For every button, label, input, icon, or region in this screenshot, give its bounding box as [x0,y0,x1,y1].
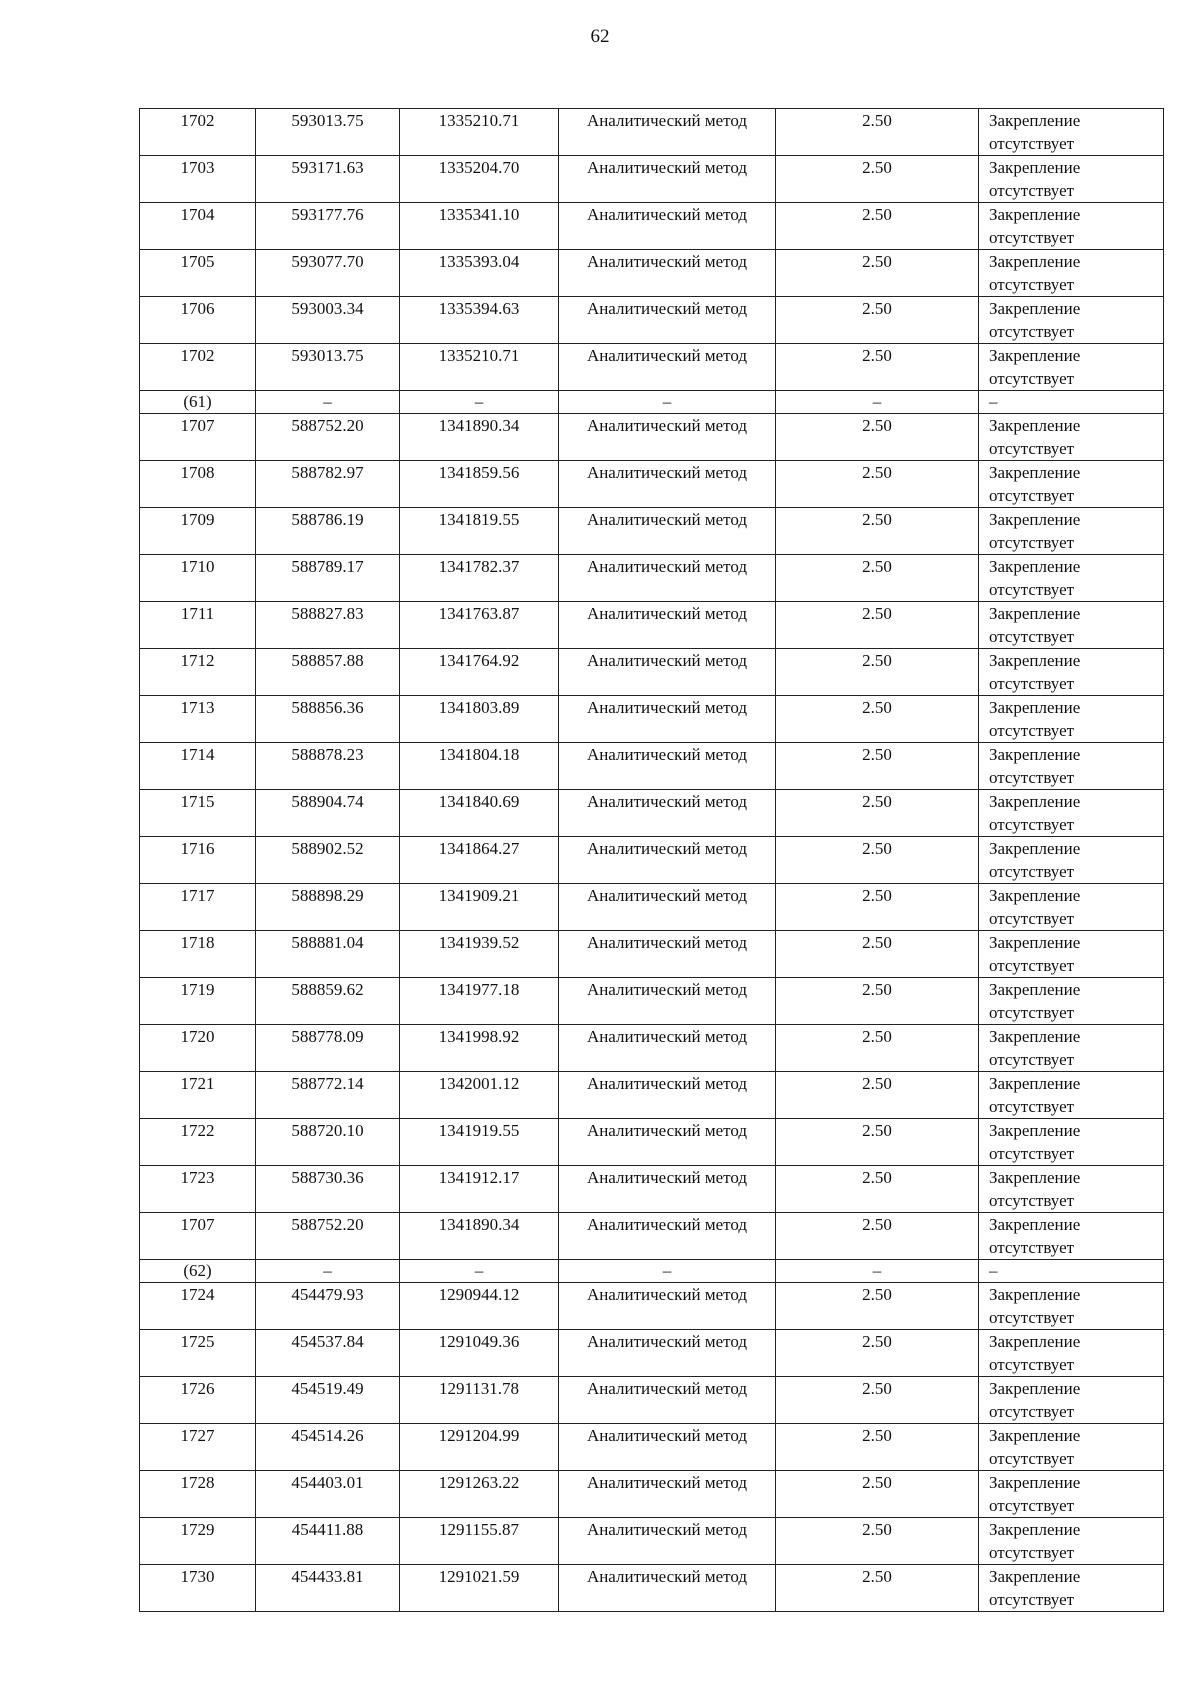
x-coordinate-cell: 588778.09 [256,1025,400,1072]
x-coordinate-cell: 588856.36 [256,696,400,743]
point-number-cell: 1711 [140,602,256,649]
point-number-cell: 1728 [140,1471,256,1518]
method-cell: Аналитический метод [559,1119,776,1166]
accuracy-cell: 2.50 [776,790,979,837]
accuracy-cell: 2.50 [776,1166,979,1213]
table-row [140,109,1164,156]
description-cell: Закрепление отсутствует [979,790,1164,837]
description-cell: Закрепление отсутствует [979,978,1164,1025]
method-cell: Аналитический метод [559,297,776,344]
point-number-cell: 1707 [140,1213,256,1260]
description-cell: Закрепление отсутствует [979,203,1164,250]
method-cell: Аналитический метод [559,1166,776,1213]
x-coordinate-cell: 588752.20 [256,414,400,461]
description-cell: Закрепление отсутствует [979,1119,1164,1166]
x-coordinate-cell: – [256,391,400,414]
y-coordinate-cell: 1341977.18 [400,978,559,1025]
description-cell: Закрепление отсутствует [979,344,1164,391]
x-coordinate-cell: 588782.97 [256,461,400,508]
point-number-cell: 1709 [140,508,256,555]
method-cell: Аналитический метод [559,978,776,1025]
x-coordinate-cell: 588857.88 [256,649,400,696]
x-coordinate-cell: 454537.84 [256,1330,400,1377]
accuracy-cell: 2.50 [776,1025,979,1072]
y-coordinate-cell: 1341763.87 [400,602,559,649]
table-row [140,1283,1164,1330]
point-number-cell: 1712 [140,649,256,696]
accuracy-cell: 2.50 [776,555,979,602]
point-number-cell: 1725 [140,1330,256,1377]
accuracy-cell: 2.50 [776,461,979,508]
method-cell: – [559,1260,776,1283]
method-cell: Аналитический метод [559,884,776,931]
x-coordinate-cell: 588904.74 [256,790,400,837]
method-cell: Аналитический метод [559,1072,776,1119]
accuracy-cell: 2.50 [776,837,979,884]
method-cell: Аналитический метод [559,1025,776,1072]
y-coordinate-cell: 1335210.71 [400,344,559,391]
table-row [140,978,1164,1025]
point-number-cell: 1729 [140,1518,256,1565]
point-number-cell: 1710 [140,555,256,602]
method-cell: – [559,391,776,414]
y-coordinate-cell: 1341998.92 [400,1025,559,1072]
x-coordinate-cell: 454514.26 [256,1424,400,1471]
table-row [140,1025,1164,1072]
point-number-cell: (62) [140,1260,256,1283]
x-coordinate-cell: 593177.76 [256,203,400,250]
table-row [140,1565,1164,1612]
method-cell: Аналитический метод [559,156,776,203]
x-coordinate-cell: 454411.88 [256,1518,400,1565]
y-coordinate-cell: 1341864.27 [400,837,559,884]
x-coordinate-cell: 588898.29 [256,884,400,931]
accuracy-cell: 2.50 [776,743,979,790]
section-header-row [140,391,1164,414]
x-coordinate-cell: 593077.70 [256,250,400,297]
description-cell: Закрепление отсутствует [979,1025,1164,1072]
description-cell: Закрепление отсутствует [979,1283,1164,1330]
method-cell: Аналитический метод [559,1283,776,1330]
point-number-cell: 1702 [140,344,256,391]
description-cell: Закрепление отсутствует [979,508,1164,555]
x-coordinate-cell: 588786.19 [256,508,400,555]
accuracy-cell: 2.50 [776,156,979,203]
accuracy-cell: 2.50 [776,414,979,461]
method-cell: Аналитический метод [559,555,776,602]
x-coordinate-cell: 588827.83 [256,602,400,649]
point-number-cell: 1717 [140,884,256,931]
method-cell: Аналитический метод [559,1377,776,1424]
table-row [140,344,1164,391]
description-cell: Закрепление отсутствует [979,1072,1164,1119]
description-cell: Закрепление отсутствует [979,743,1164,790]
y-coordinate-cell: 1335204.70 [400,156,559,203]
table-row [140,1213,1164,1260]
description-cell: Закрепление отсутствует [979,1424,1164,1471]
y-coordinate-cell: 1335210.71 [400,109,559,156]
description-cell: Закрепление отсутствует [979,414,1164,461]
table-row [140,508,1164,555]
description-cell: Закрепление отсутствует [979,1166,1164,1213]
method-cell: Аналитический метод [559,344,776,391]
accuracy-cell: 2.50 [776,1471,979,1518]
description-cell: Закрепление отсутствует [979,1330,1164,1377]
table-row [140,1166,1164,1213]
description-cell: Закрепление отсутствует [979,696,1164,743]
x-coordinate-cell: 588730.36 [256,1166,400,1213]
table-row [140,297,1164,344]
accuracy-cell: 2.50 [776,1518,979,1565]
y-coordinate-cell: 1341890.34 [400,414,559,461]
point-number-cell: 1706 [140,297,256,344]
point-number-cell: 1730 [140,1565,256,1612]
description-cell: Закрепление отсутствует [979,461,1164,508]
table-row [140,743,1164,790]
point-number-cell: 1720 [140,1025,256,1072]
method-cell: Аналитический метод [559,790,776,837]
accuracy-cell: 2.50 [776,884,979,931]
description-cell: Закрепление отсутствует [979,1518,1164,1565]
y-coordinate-cell: 1341804.18 [400,743,559,790]
method-cell: Аналитический метод [559,1424,776,1471]
x-coordinate-cell: 593013.75 [256,344,400,391]
method-cell: Аналитический метод [559,203,776,250]
method-cell: Аналитический метод [559,602,776,649]
method-cell: Аналитический метод [559,1518,776,1565]
x-coordinate-cell: 588789.17 [256,555,400,602]
x-coordinate-cell: 454479.93 [256,1283,400,1330]
x-coordinate-cell: 454403.01 [256,1471,400,1518]
table-row [140,1119,1164,1166]
accuracy-cell: 2.50 [776,344,979,391]
table-row [140,696,1164,743]
point-number-cell: 1723 [140,1166,256,1213]
description-cell: Закрепление отсутствует [979,1377,1164,1424]
y-coordinate-cell: 1341890.34 [400,1213,559,1260]
description-cell: Закрепление отсутствует [979,109,1164,156]
x-coordinate-cell: 588752.20 [256,1213,400,1260]
accuracy-cell: 2.50 [776,297,979,344]
method-cell: Аналитический метод [559,109,776,156]
section-header-row [140,1260,1164,1283]
description-cell: Закрепление отсутствует [979,297,1164,344]
accuracy-cell: 2.50 [776,250,979,297]
y-coordinate-cell: – [400,1260,559,1283]
x-coordinate-cell: 588878.23 [256,743,400,790]
accuracy-cell: 2.50 [776,602,979,649]
method-cell: Аналитический метод [559,696,776,743]
point-number-cell: 1708 [140,461,256,508]
description-cell: Закрепление отсутствует [979,884,1164,931]
table-row [140,203,1164,250]
point-number-cell: 1724 [140,1283,256,1330]
y-coordinate-cell: 1341840.69 [400,790,559,837]
accuracy-cell: – [776,1260,979,1283]
description-cell: Закрепление отсутствует [979,649,1164,696]
table-row [140,250,1164,297]
description-cell: Закрепление отсутствует [979,602,1164,649]
y-coordinate-cell: 1291049.36 [400,1330,559,1377]
method-cell: Аналитический метод [559,931,776,978]
coordinates-table [139,108,1164,1612]
y-coordinate-cell: 1290944.12 [400,1283,559,1330]
table-row [140,884,1164,931]
x-coordinate-cell: 588881.04 [256,931,400,978]
table-row [140,649,1164,696]
y-coordinate-cell: 1341764.92 [400,649,559,696]
accuracy-cell: 2.50 [776,1565,979,1612]
method-cell: Аналитический метод [559,461,776,508]
point-number-cell: 1705 [140,250,256,297]
description-cell: Закрепление отсутствует [979,837,1164,884]
point-number-cell: 1713 [140,696,256,743]
table-row [140,1471,1164,1518]
x-coordinate-cell: 588902.52 [256,837,400,884]
x-coordinate-cell: 454519.49 [256,1377,400,1424]
y-coordinate-cell: 1291131.78 [400,1377,559,1424]
method-cell: Аналитический метод [559,743,776,790]
point-number-cell: 1707 [140,414,256,461]
y-coordinate-cell: 1341919.55 [400,1119,559,1166]
description-cell: Закрепление отсутствует [979,156,1164,203]
point-number-cell: 1718 [140,931,256,978]
accuracy-cell: 2.50 [776,649,979,696]
point-number-cell: 1727 [140,1424,256,1471]
point-number-cell: (61) [140,391,256,414]
table-row [140,156,1164,203]
accuracy-cell: 2.50 [776,1424,979,1471]
page-number: 62 [590,26,610,47]
point-number-cell: 1722 [140,1119,256,1166]
method-cell: Аналитический метод [559,649,776,696]
description-cell: Закрепление отсутствует [979,555,1164,602]
y-coordinate-cell: 1341912.17 [400,1166,559,1213]
y-coordinate-cell: – [400,391,559,414]
description-cell: – [979,391,1164,414]
method-cell: Аналитический метод [559,1330,776,1377]
description-cell: Закрепление отсутствует [979,1213,1164,1260]
x-coordinate-cell: 588720.10 [256,1119,400,1166]
table-row [140,1424,1164,1471]
description-cell: – [979,1260,1164,1283]
point-number-cell: 1719 [140,978,256,1025]
table-row [140,837,1164,884]
description-cell: Закрепление отсутствует [979,931,1164,978]
point-number-cell: 1716 [140,837,256,884]
x-coordinate-cell: 593171.63 [256,156,400,203]
method-cell: Аналитический метод [559,837,776,884]
y-coordinate-cell: 1341909.21 [400,884,559,931]
point-number-cell: 1704 [140,203,256,250]
x-coordinate-cell: 588772.14 [256,1072,400,1119]
accuracy-cell: 2.50 [776,978,979,1025]
point-number-cell: 1726 [140,1377,256,1424]
method-cell: Аналитический метод [559,1471,776,1518]
x-coordinate-cell: 593003.34 [256,297,400,344]
accuracy-cell: 2.50 [776,109,979,156]
y-coordinate-cell: 1341782.37 [400,555,559,602]
x-coordinate-cell: 454433.81 [256,1565,400,1612]
accuracy-cell: 2.50 [776,1283,979,1330]
y-coordinate-cell: 1335341.10 [400,203,559,250]
accuracy-cell: 2.50 [776,1072,979,1119]
table-row [140,1518,1164,1565]
y-coordinate-cell: 1341803.89 [400,696,559,743]
table-row [140,461,1164,508]
accuracy-cell: 2.50 [776,696,979,743]
point-number-cell: 1714 [140,743,256,790]
description-cell: Закрепление отсутствует [979,1565,1164,1612]
accuracy-cell: 2.50 [776,931,979,978]
accuracy-cell: 2.50 [776,1330,979,1377]
table-row [140,602,1164,649]
accuracy-cell: 2.50 [776,508,979,555]
method-cell: Аналитический метод [559,1213,776,1260]
method-cell: Аналитический метод [559,250,776,297]
method-cell: Аналитический метод [559,414,776,461]
description-cell: Закрепление отсутствует [979,250,1164,297]
method-cell: Аналитический метод [559,508,776,555]
point-number-cell: 1715 [140,790,256,837]
accuracy-cell: 2.50 [776,1213,979,1260]
table-row [140,1072,1164,1119]
y-coordinate-cell: 1291155.87 [400,1518,559,1565]
table-row [140,555,1164,602]
y-coordinate-cell: 1335394.63 [400,297,559,344]
y-coordinate-cell: 1335393.04 [400,250,559,297]
coordinates-table-body [140,109,1164,1612]
y-coordinate-cell: 1341939.52 [400,931,559,978]
x-coordinate-cell: 593013.75 [256,109,400,156]
y-coordinate-cell: 1341819.55 [400,508,559,555]
table-row [140,931,1164,978]
x-coordinate-cell: 588859.62 [256,978,400,1025]
accuracy-cell: 2.50 [776,203,979,250]
accuracy-cell: 2.50 [776,1119,979,1166]
y-coordinate-cell: 1291021.59 [400,1565,559,1612]
method-cell: Аналитический метод [559,1565,776,1612]
description-cell: Закрепление отсутствует [979,1471,1164,1518]
y-coordinate-cell: 1291263.22 [400,1471,559,1518]
point-number-cell: 1702 [140,109,256,156]
x-coordinate-cell: – [256,1260,400,1283]
y-coordinate-cell: 1342001.12 [400,1072,559,1119]
table-row [140,1330,1164,1377]
accuracy-cell: – [776,391,979,414]
accuracy-cell: 2.50 [776,1377,979,1424]
y-coordinate-cell: 1341859.56 [400,461,559,508]
table-row [140,414,1164,461]
point-number-cell: 1703 [140,156,256,203]
table-row [140,1377,1164,1424]
y-coordinate-cell: 1291204.99 [400,1424,559,1471]
table-row [140,790,1164,837]
point-number-cell: 1721 [140,1072,256,1119]
